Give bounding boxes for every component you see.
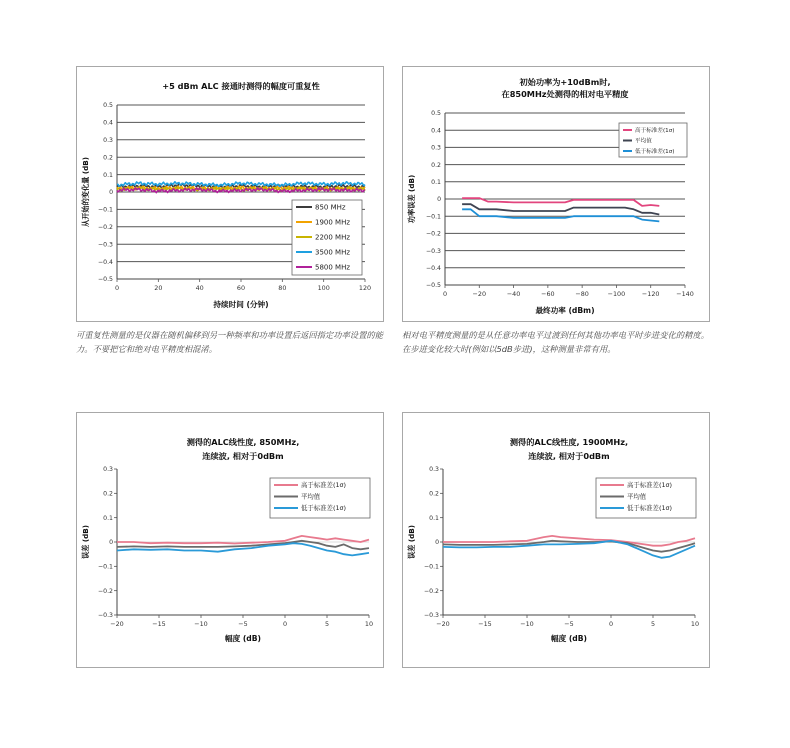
legend-label: 平均值 bbox=[627, 492, 647, 501]
chart-title: 连续波, 相对于0dBm bbox=[528, 451, 610, 461]
y-tick-label: 0.5 bbox=[103, 102, 113, 110]
legend-label: 1900 MHz bbox=[315, 218, 351, 227]
chart-panel-repeatability bbox=[76, 66, 384, 322]
y-tick-label: −0.4 bbox=[97, 258, 113, 266]
y-tick-label: 0 bbox=[109, 189, 113, 197]
x-tick-label: −20 bbox=[472, 290, 487, 298]
series-line bbox=[117, 543, 369, 555]
y-tick-label: 0.4 bbox=[103, 119, 113, 127]
chart-title: 在850MHz处测得的相对电平精度 bbox=[501, 89, 629, 99]
y-tick-label: −0.1 bbox=[97, 563, 113, 571]
y-tick-label: −0.3 bbox=[423, 612, 439, 620]
chart-title: 连续波, 相对于0dBm bbox=[202, 451, 284, 461]
y-tick-label: 0.2 bbox=[103, 490, 113, 498]
y-tick-label: 0.2 bbox=[103, 154, 113, 162]
chart-panel-alc-1900 bbox=[402, 412, 710, 668]
legend-label: 高于标准差(1σ) bbox=[627, 481, 673, 490]
legend-label: 平均值 bbox=[301, 492, 321, 501]
x-tick-label: −120 bbox=[641, 290, 660, 298]
y-tick-label: −0.1 bbox=[423, 563, 439, 571]
caption-relative-accuracy: 相对电平精度测量的是从任意功率电平过渡到任何其他功率电平时步进变化的精度。在步进变化较大时(例如以5dB步进)，这种测量非常有用。 bbox=[402, 330, 709, 354]
y-tick-label: 0.3 bbox=[103, 466, 113, 474]
y-tick-label: −0.5 bbox=[97, 276, 113, 284]
legend-label: 高于标准差(1σ) bbox=[635, 127, 675, 134]
x-axis-label: 幅度 (dB) bbox=[225, 634, 261, 643]
series-line bbox=[443, 541, 695, 558]
x-tick-label: −15 bbox=[478, 620, 492, 628]
chart-alc-850 bbox=[77, 413, 385, 669]
y-tick-label: −0.2 bbox=[425, 230, 441, 238]
y-tick-label: −0.3 bbox=[97, 241, 113, 249]
y-tick-label: 0 bbox=[109, 539, 113, 547]
x-tick-label: 0 bbox=[442, 290, 448, 298]
y-tick-label: 0 bbox=[435, 539, 439, 547]
x-tick-label: 5 bbox=[650, 620, 656, 628]
x-tick-label: 100 bbox=[317, 284, 330, 292]
x-tick-label: −5 bbox=[238, 620, 248, 628]
y-tick-label: 0.2 bbox=[429, 490, 439, 498]
x-tick-label: 40 bbox=[195, 284, 204, 292]
x-tick-label: −80 bbox=[575, 290, 589, 298]
y-axis-label: 从开始的变化量 (dB) bbox=[81, 156, 90, 228]
caption-repeatability: 可重复性测量的是仪器在随机偏移到另一种频率和功率设置后返回指定功率设置的能力。不要把它和绝对电平精度相混淆。 bbox=[76, 330, 383, 354]
legend-label: 低于标准差(1σ) bbox=[635, 148, 675, 155]
chart-panel-relative-accuracy bbox=[402, 66, 710, 322]
x-tick-label: −60 bbox=[541, 290, 555, 298]
legend-label: 高于标准差(1σ) bbox=[301, 481, 347, 490]
y-tick-label: −0.1 bbox=[97, 206, 113, 214]
legend-label: 5800 MHz bbox=[315, 263, 351, 272]
legend-label: 平均值 bbox=[635, 138, 652, 145]
chart-title: 初始功率为+10dBm时, bbox=[519, 77, 611, 87]
y-tick-label: 0.1 bbox=[103, 514, 113, 522]
y-tick-label: −0.4 bbox=[425, 265, 441, 272]
x-tick-label: 0 bbox=[608, 620, 614, 628]
y-tick-label: −0.2 bbox=[97, 224, 113, 231]
chart-title: 测得的ALC线性度, 1900MHz, bbox=[509, 437, 629, 447]
x-tick-label: 10 bbox=[364, 620, 374, 628]
chart-relative-accuracy bbox=[403, 67, 711, 323]
y-tick-label: 0.3 bbox=[103, 137, 113, 144]
y-axis-label: 误差 (dB) bbox=[407, 524, 416, 560]
x-tick-label: 5 bbox=[324, 620, 330, 628]
x-tick-label: −10 bbox=[194, 620, 208, 628]
y-tick-label: 0.1 bbox=[429, 514, 439, 522]
x-tick-label: 10 bbox=[690, 620, 700, 628]
x-tick-label: 20 bbox=[154, 284, 163, 292]
x-axis-label: 幅度 (dB) bbox=[551, 634, 587, 643]
y-tick-label: 0.3 bbox=[429, 466, 439, 474]
legend-label: 2200 MHz bbox=[315, 233, 351, 242]
x-tick-label: −5 bbox=[564, 620, 574, 628]
y-tick-label: −0.2 bbox=[97, 587, 113, 595]
y-tick-label: −0.2 bbox=[423, 587, 439, 595]
x-tick-label: 120 bbox=[358, 284, 372, 292]
x-tick-label: −10 bbox=[520, 620, 534, 628]
y-tick-label: −0.1 bbox=[425, 213, 441, 221]
x-tick-label: 80 bbox=[278, 284, 287, 292]
x-tick-label: 60 bbox=[236, 284, 246, 292]
x-tick-label: −40 bbox=[506, 290, 521, 298]
x-tick-label: −20 bbox=[110, 620, 124, 628]
y-tick-label: 0.1 bbox=[103, 171, 113, 179]
x-tick-label: −20 bbox=[436, 620, 450, 628]
series-line bbox=[117, 536, 369, 544]
y-tick-label: −0.3 bbox=[97, 612, 113, 620]
x-axis-label: 最终功率 (dBm) bbox=[535, 306, 595, 315]
y-tick-label: −0.5 bbox=[425, 282, 441, 290]
x-tick-label: 0 bbox=[282, 620, 288, 628]
legend-label: 低于标准差(1σ) bbox=[301, 504, 347, 513]
y-axis-label: 误差 (dB) bbox=[81, 524, 90, 560]
y-tick-label: 0.3 bbox=[431, 144, 441, 152]
x-tick-label: −15 bbox=[152, 620, 166, 628]
y-tick-label: 0 bbox=[437, 196, 441, 204]
chart-repeatability bbox=[77, 67, 385, 323]
chart-title: 测得的ALC线性度, 850MHz, bbox=[186, 437, 300, 447]
chart-panel-alc-850 bbox=[76, 412, 384, 668]
x-axis-label: 持续时间 (分钟) bbox=[213, 300, 269, 309]
legend-label: 低于标准差(1σ) bbox=[627, 504, 673, 513]
chart-title: +5 dBm ALC 接通时测得的幅度可重复性 bbox=[162, 81, 320, 91]
y-tick-label: −0.3 bbox=[425, 247, 441, 255]
x-tick-label: −140 bbox=[676, 290, 694, 298]
y-tick-label: 0.1 bbox=[431, 179, 441, 186]
x-tick-label: 0 bbox=[114, 284, 120, 292]
series-line bbox=[462, 204, 659, 214]
y-tick-label: 0.5 bbox=[431, 110, 441, 118]
x-tick-label: −100 bbox=[607, 290, 626, 298]
y-axis-label: 功率误差 (dB) bbox=[407, 174, 416, 224]
legend-label: 850 MHz bbox=[315, 203, 346, 212]
y-tick-label: 0.4 bbox=[431, 127, 441, 135]
y-tick-label: 0.2 bbox=[431, 161, 441, 169]
chart-alc-1900 bbox=[403, 413, 711, 669]
legend-label: 3500 MHz bbox=[315, 248, 351, 257]
